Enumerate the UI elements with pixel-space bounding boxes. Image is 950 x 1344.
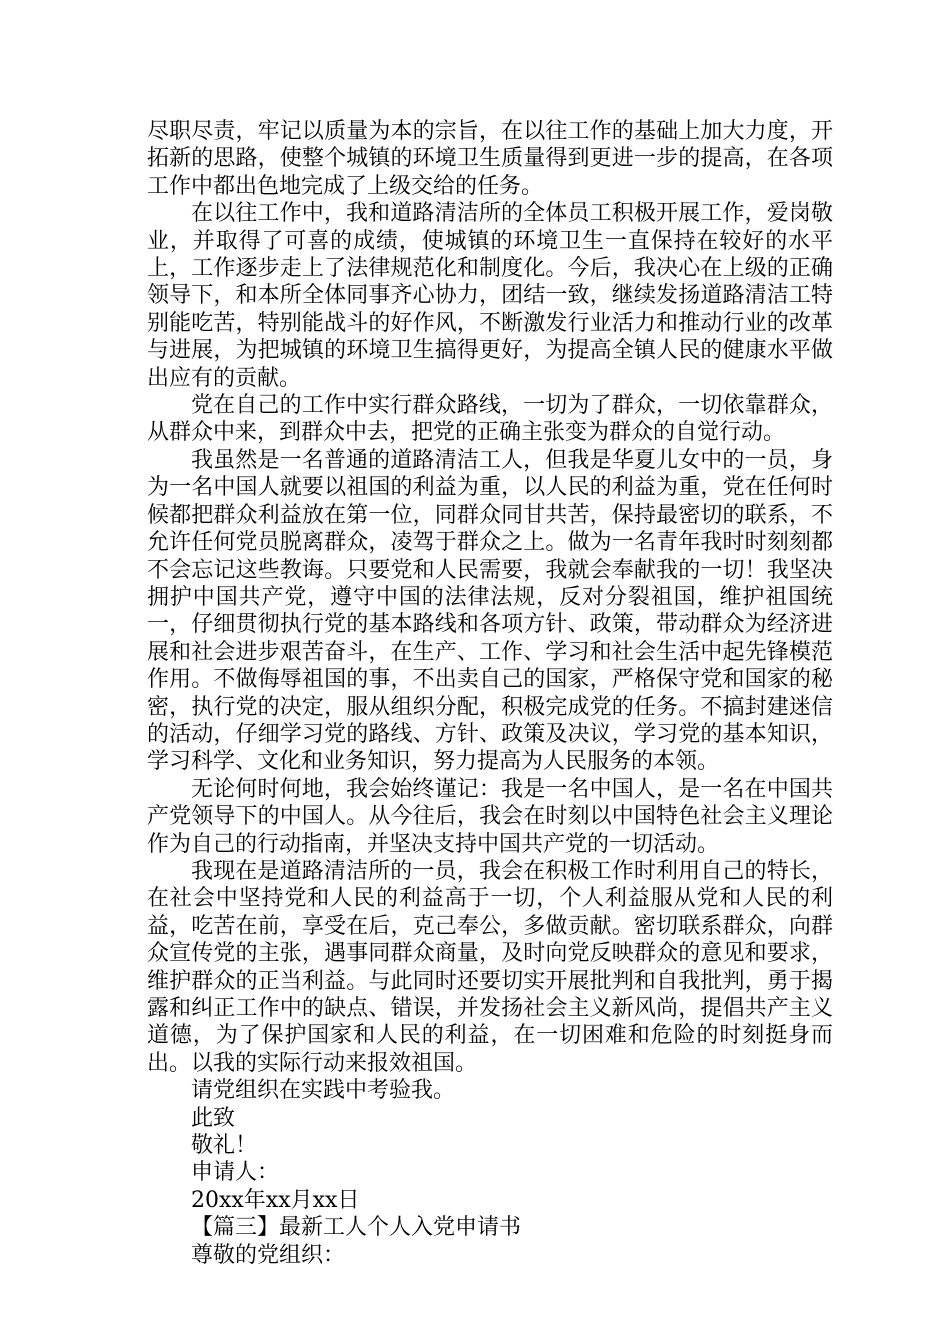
closing-request: 请党组织在实践中考验我。 xyxy=(191,1078,456,1104)
closing-salute: 敬礼！ xyxy=(191,1133,258,1159)
paragraph: 无论何时何地，我会始终谨记：我是一名中国人，是一名在中国共产党领导下的中国人。从今往后，我会在时刻以中国特色社会主义理论作为自己的行动指南，并坚决支持中国共产党的一切活动。 xyxy=(147,776,833,857)
applicant-label: 申请人： xyxy=(191,1160,280,1186)
salutation: 尊敬的党组织： xyxy=(191,1242,346,1268)
date-line: 20xx年xx月xx日 xyxy=(191,1187,360,1213)
paragraph: 我现在是道路清洁所的一员，我会在积极工作时利用自己的特长，在社会中坚持党和人民的利益高于一切，个人利益服从党和人民的利益，吃苦在前，享受在后，克己奉公，多做贡献。密切联系群众，向群众宣传党的主张，遇事同群众商量，及时向党反映群众的意见和要求，维护群众的正当利益。与此同时还要切实开展批判和自我批判，勇于揭露和纠正工作中的缺点、错误，并发扬社会主义新风尚，提倡共产主义道德，为了保护国家和人民的利益，在一切困难和危险的时刻挺身而出。以我的实际行动来报效祖国。 xyxy=(147,858,833,1076)
paragraph: 在以往工作中，我和道路清洁所的全体员工积极开展工作，爱岗敬业，并取得了可喜的成绩，使城镇的环境卫生一直保持在较好的水平上，工作逐步走上了法律规范化和制度化。今后，我决心在上级的正确领导下，和本所全体同事齐心协力，团结一致，继续发扬道路清洁工特别能吃苦，特别能战斗的好作风，不断激发行业活力和推动行业的改革与进展，为把城镇的环境卫生搞得更好，为提高全镇人民的健康水平做出应有的贡献。 xyxy=(147,201,833,391)
paragraph-continuation: 尽职尽责，牢记以质量为本的宗旨，在以往工作的基础上加大力度，开拓新的思路，使整个城镇的环境卫生质量得到更进一步的提高，在各项工作中都出色地完成了上级交给的任务。 xyxy=(147,119,833,199)
paragraph: 党在自己的工作中实行群众路线，一切为了群众，一切依靠群众，从群众中来，到群众中去，把党的正确主张变为群众的自觉行动。 xyxy=(147,393,833,446)
closing-greeting: 此致 xyxy=(191,1105,236,1131)
paragraph: 我虽然是一名普通的道路清洁工人，但我是华夏儿女中的一员，身为一名中国人就要以祖国的利益为重，以人民的利益为重，党在任何时候都把群众利益放在第一位，同群众同甘共苦，保持最密切的联系，不允许任何党员脱离群众，凌驾于群众之上。做为一名青年我时时刻刻都不会忘记这些教诲。只要党和人民需要，我就会奉献我的一切！我坚决拥护中国共产党，遵守中国的法律法规，反对分裂祖国，维护祖国统一，仔细贯彻执行党的基本路线和各项方针、政策，带动群众为经济进展和社会进步艰苦奋斗，在生产、工作、学习和社会生活中起先锋模范作用。不做侮辱祖国的事，不出卖自己的国家，严格保守党和国家的秘密，执行党的决定，服从组织分配，积极完成党的任务。不搞封建迷信的活动，仔细学习党的路线、方针、政策及决议，学习党的基本知识，学习科学、文化和业务知识，努力提高为人民服务的本领。 xyxy=(147,447,833,775)
document-page xyxy=(147,118,833,1269)
section-title: 【篇三】最新工人个人入党申请书 xyxy=(191,1215,522,1241)
